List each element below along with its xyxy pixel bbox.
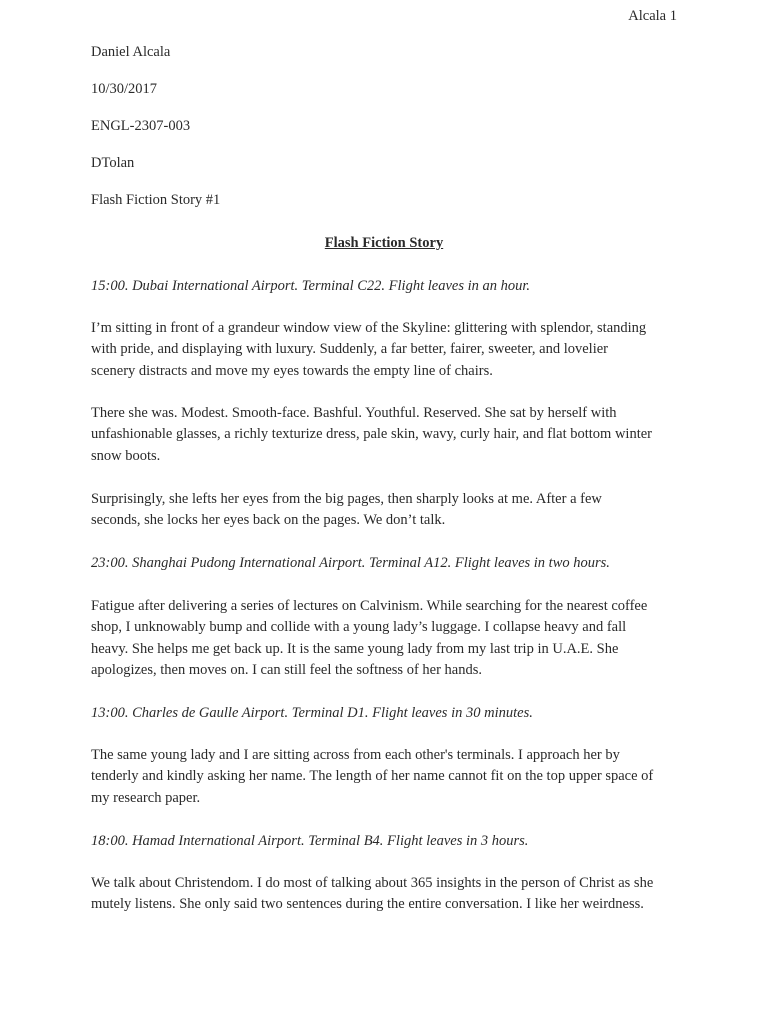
paragraph-line: scenery distracts and move my eyes towards the empty line of chairs.: [91, 362, 493, 379]
paragraph-line: seconds, she locks her eyes back on the pages. We don’t talk.: [91, 512, 446, 529]
paragraph-fatigue: [91, 596, 681, 682]
paragraph-line: Surprisingly, she lefts her eyes from the big pages, then sharply looks at me. After a few: [91, 491, 602, 507]
paragraph-line: We talk about Christendom. I do most of talking about 365 insights in the person of Christ as she: [91, 875, 654, 891]
instructor-line: DTolan: [91, 155, 135, 171]
paragraph-line: snow boots.: [91, 447, 161, 464]
paragraph-same-young-lady: [91, 745, 681, 809]
running-header: Alcala 1: [628, 8, 677, 24]
scene-heading-paris: 13:00. Charles de Gaulle Airport. Terminal D1. Flight leaves in 30 minutes.: [91, 705, 533, 721]
paragraph-line: shop, I unknowably bump and collide with a young lady’s luggage. I collapse heavy and fall: [91, 619, 627, 636]
paragraph-line: mutely listens. She only said two sentences during the entire conversation. I like her weirdness.: [91, 896, 644, 913]
paragraph-line: my research paper.: [91, 789, 201, 806]
paragraph-skyline: [91, 318, 681, 382]
paragraph-line: I’m sitting in front of a grandeur window view of the Skyline: glittering with splendor, standing: [91, 320, 647, 336]
date-line: 10/30/2017: [91, 81, 158, 97]
scene-heading-dubai: 15:00. Dubai International Airport. Terminal C22. Flight leaves in an hour.: [91, 278, 531, 294]
paragraph-line: heavy. She helps me get back up. It is the same young lady from my last trip in U.A.E. She: [91, 640, 619, 657]
author-name: Daniel Alcala: [91, 44, 171, 60]
paragraph-line: The same young lady and I are sitting across from each other's terminals. I approach her by: [91, 747, 620, 763]
paragraph-surprisingly: [91, 489, 681, 532]
paragraph-line: Fatigue after delivering a series of lectures on Calvinism. While searching for the nearest coffee: [91, 598, 648, 614]
paragraph-line: with pride, and displaying with luxury. Suddenly, a far better, fairer, sweeter, and lovelier: [91, 341, 609, 358]
paragraph-there-she-was: [91, 403, 681, 467]
scene-heading-shanghai: 23:00. Shanghai Pudong International Airport. Terminal A12. Flight leaves in two hours.: [91, 555, 610, 571]
paragraph-line: unfashionable glasses, a richly texturize dress, pale skin, wavy, curly hair, and flat bottom winter: [91, 426, 652, 443]
paragraph-line: There she was. Modest. Smooth-face. Bashful. Youthful. Reserved. She sat by herself with: [91, 405, 617, 421]
document-title: Flash Fiction Story: [324, 235, 444, 251]
course-line: ENGL-2307-003: [91, 118, 191, 134]
paragraph-christendom: [91, 873, 681, 916]
paragraph-line: apologizes, then moves on. I can still feel the softness of her hands.: [91, 662, 482, 679]
assignment-line: Flash Fiction Story #1: [91, 192, 221, 208]
paragraph-line: tenderly and kindly asking her name. The length of her name cannot fit on the top upper space of: [91, 768, 654, 785]
scene-heading-doha: 18:00. Hamad International Airport. Terminal B4. Flight leaves in 3 hours.: [91, 833, 529, 849]
